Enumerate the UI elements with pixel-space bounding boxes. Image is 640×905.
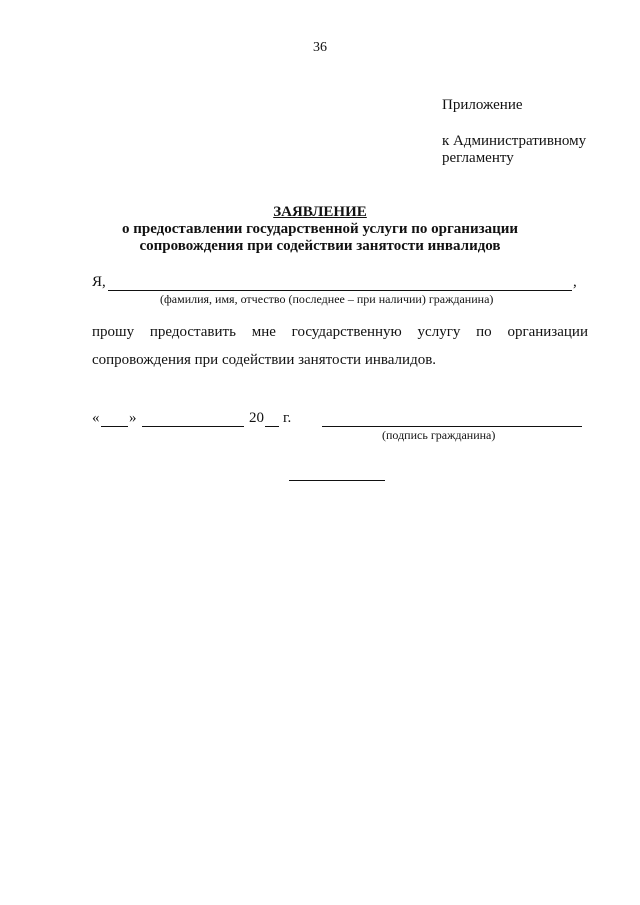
closing-divider bbox=[289, 480, 385, 481]
title-subtitle-line2: сопровождения при содействии занятости инвалидов bbox=[139, 238, 501, 254]
date-month-field[interactable] bbox=[142, 426, 244, 427]
document-title bbox=[0, 204, 640, 255]
page-number: 36 bbox=[313, 40, 327, 55]
request-line1 bbox=[92, 324, 588, 341]
signature-field[interactable] bbox=[322, 426, 582, 427]
request-word: организации bbox=[507, 324, 588, 340]
applicant-suffix: , bbox=[573, 274, 577, 290]
request-word: прошу bbox=[92, 324, 135, 340]
signature-caption: (подпись гражданина) bbox=[382, 428, 496, 442]
request-line2: сопровождения при содействии занятости инвалидов. bbox=[92, 352, 437, 368]
title-subtitle-line1: о предоставлении государственной услуги по организации bbox=[121, 221, 519, 237]
request-word: по bbox=[476, 324, 492, 340]
applicant-name-field[interactable] bbox=[108, 290, 572, 291]
date-year-prefix: 20 bbox=[249, 410, 264, 426]
date-year-suffix: г. bbox=[283, 410, 292, 426]
date-close-quote: » bbox=[129, 410, 137, 426]
date-open-quote: « bbox=[92, 410, 100, 426]
date-year-field[interactable] bbox=[265, 426, 279, 427]
date-day-field[interactable] bbox=[101, 426, 128, 427]
appendix-reference-line1: к Административному bbox=[442, 133, 587, 149]
title-main: ЗАЯВЛЕНИЕ bbox=[273, 204, 367, 220]
applicant-caption: (фамилия, имя, отчество (последнее – при наличии) гражданина) bbox=[160, 292, 494, 306]
request-word: предоставить bbox=[149, 324, 236, 340]
appendix-label: Приложение bbox=[442, 97, 523, 113]
applicant-prefix: Я, bbox=[92, 274, 106, 290]
request-word: государственную bbox=[291, 324, 402, 340]
request-word: услугу bbox=[417, 324, 461, 340]
request-word: мне bbox=[251, 324, 276, 340]
appendix-reference-line2: регламенту bbox=[442, 150, 514, 166]
